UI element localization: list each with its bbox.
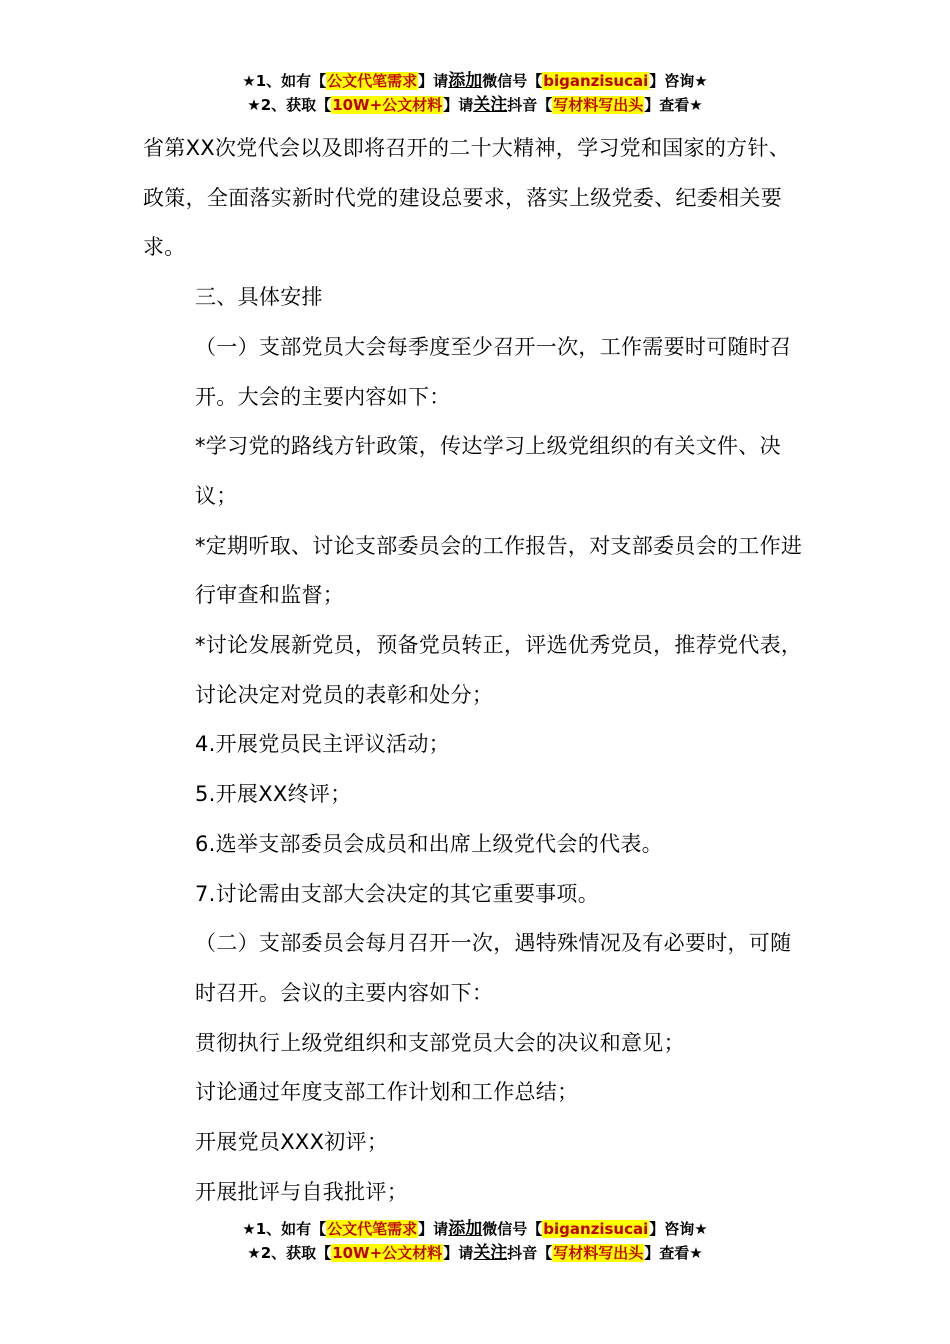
list-item: 贯彻执行上级党组织和支部党员大会的决议和意见； <box>195 1030 685 1055</box>
banner-line-1 <box>0 1217 950 1241</box>
highlight-materials: 10W+公文材料 <box>332 96 443 114</box>
header-banner <box>0 69 950 117</box>
banner-text: 】请 <box>418 72 449 90</box>
banner-text: ★2、获取【 <box>247 1244 332 1262</box>
highlight-wechat-id: biganzisucai <box>543 72 649 90</box>
list-item: 7.讨论需由支部大会决定的其它重要事项。 <box>195 881 600 906</box>
banner-text: ★2、获取【 <box>247 96 332 114</box>
list-item: 6.选举支部委员会成员和出席上级党代会的代表。 <box>195 831 663 856</box>
highlight-materials: 10W+公文材料 <box>332 1244 443 1262</box>
footer-banner <box>0 1217 950 1265</box>
highlight-service: 公文代笔需求 <box>327 1220 418 1238</box>
highlight-douyin: 写材料写出头 <box>553 96 644 114</box>
list-item: *讨论发展新党员，预备党员转正，评选优秀党员，推荐党代表，讨论决定对党员的表彰和处分； <box>195 633 803 707</box>
paragraph: 省第XX次党代会以及即将召开的二十大精神，学习党和国家的方针、政策，全面落实新时代党的建设总要求，落实上级党委、纪委相关要求。 <box>143 136 791 260</box>
list-item: 开展批评与自我批评； <box>195 1179 408 1204</box>
list-item: *定期听取、讨论支部委员会的工作报告，对支部委员会的工作进行审查和监督； <box>195 533 803 608</box>
banner-line-2 <box>0 93 950 117</box>
banner-text: 】请 <box>443 96 474 114</box>
banner-text: 】查看★ <box>644 96 703 114</box>
paragraph: （二）支部委员会每月召开一次，遇特殊情况及有必要时，可随时召开。会议的主要内容如下： <box>195 931 792 1005</box>
banner-text: 微信号【 <box>482 72 543 90</box>
list-item: 开展党员XXX初评； <box>195 1130 389 1155</box>
section-heading: 三、具体安排 <box>195 285 323 310</box>
banner-line-2 <box>0 1241 950 1265</box>
list-item: *学习党的路线方针政策，传达学习上级党组织的有关文件、决议； <box>195 434 781 508</box>
banner-text: 】请 <box>443 1244 474 1262</box>
highlight-douyin: 写材料写出头 <box>553 1244 644 1262</box>
banner-text: 】咨询★ <box>649 72 708 90</box>
banner-emphasis: 添加 <box>448 71 483 91</box>
paragraph: （一）支部党员大会每季度至少召开一次，工作需要时可随时召开。大会的主要内容如下： <box>195 334 792 409</box>
highlight-wechat-id: biganzisucai <box>543 1220 649 1238</box>
list-item: 讨论通过年度支部工作计划和工作总结； <box>195 1080 579 1105</box>
banner-emphasis: 关注 <box>473 95 508 115</box>
list-item: 5.开展XX终评； <box>195 782 352 807</box>
banner-text: 】请 <box>418 1220 449 1238</box>
banner-text: 】咨询★ <box>649 1220 708 1238</box>
list-item: 4.开展党员民主评议活动； <box>195 732 450 757</box>
banner-text: 微信号【 <box>482 1220 543 1238</box>
banner-text: ★1、如有【 <box>242 1220 327 1238</box>
highlight-service: 公文代笔需求 <box>327 72 418 90</box>
banner-text: ★1、如有【 <box>242 72 327 90</box>
banner-text: 抖音【 <box>507 96 553 114</box>
banner-text: 】查看★ <box>644 1244 703 1262</box>
banner-emphasis: 添加 <box>448 1219 483 1239</box>
banner-line-1 <box>0 69 950 93</box>
banner-emphasis: 关注 <box>473 1243 508 1263</box>
banner-text: 抖音【 <box>507 1244 553 1262</box>
document-body <box>143 124 809 1217</box>
